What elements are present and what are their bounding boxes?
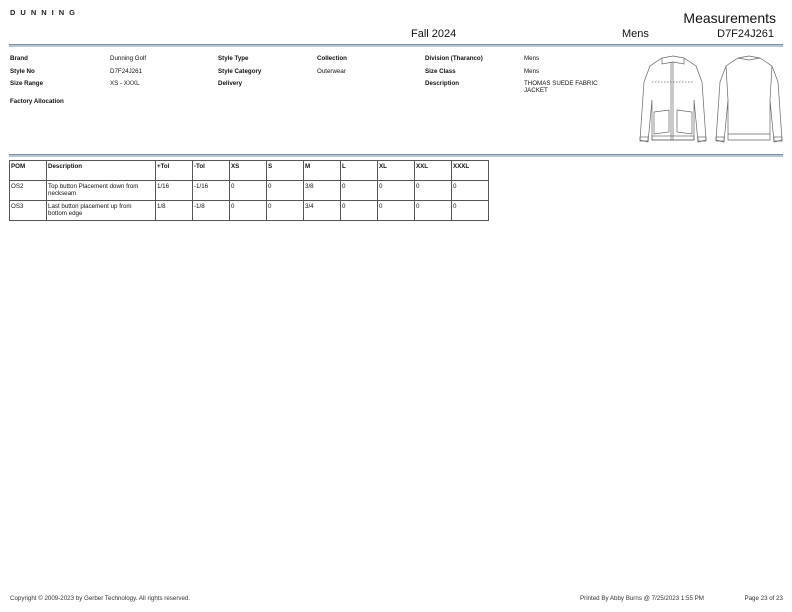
col-minus-tol: -Tol	[193, 161, 230, 181]
minus-tol: -1/16	[193, 181, 230, 201]
col-s: S	[267, 161, 304, 181]
style-number: D7F24J261	[717, 28, 774, 40]
size-xs: 0	[230, 181, 267, 201]
brand-value: Dunning Golf	[110, 55, 147, 62]
size-range-value: XS - XXXL	[110, 80, 140, 87]
pom-code: OS2	[10, 181, 47, 201]
size-xxl: 0	[415, 201, 452, 221]
size-xxxl: 0	[452, 201, 489, 221]
style-category-label: Style Category	[218, 68, 262, 75]
size-l: 0	[341, 181, 378, 201]
pom-description-line1: Last button placement up from	[48, 203, 132, 210]
copyright-notice: Copyright © 2009-2023 by Gerber Technology. All rights reserved.	[10, 595, 191, 602]
col-xxxl: XXXL	[452, 161, 489, 181]
size-xs: 0	[230, 201, 267, 221]
jacket-front-sketch	[636, 52, 710, 148]
size-xxl: 0	[415, 181, 452, 201]
division-label: Mens	[622, 28, 649, 40]
minus-tol: -1/8	[193, 201, 230, 221]
size-xl: 0	[378, 201, 415, 221]
size-xl: 0	[378, 181, 415, 201]
delivery-label: Delivery	[218, 80, 243, 87]
size-range-label: Size Range	[10, 80, 44, 87]
description-label: Description	[425, 80, 460, 87]
section-divider	[9, 154, 783, 157]
page-number: Page 23 of 23	[744, 595, 783, 602]
col-plus-tol: +Tol	[156, 161, 193, 181]
col-pom: POM	[10, 161, 47, 181]
col-xl: XL	[378, 161, 415, 181]
size-class-value: Mens	[524, 68, 540, 75]
plus-tol: 1/16	[156, 181, 193, 201]
col-l: L	[341, 161, 378, 181]
col-xxl: XXL	[415, 161, 452, 181]
pom-description	[47, 181, 156, 201]
size-xxxl: 0	[452, 181, 489, 201]
header-divider	[9, 44, 783, 47]
description-value-line2: JACKET	[524, 87, 548, 94]
style-no-label: Style No	[10, 68, 35, 75]
collection-label: Collection	[317, 55, 347, 62]
table-row	[10, 201, 489, 221]
style-type-label: Style Type	[218, 55, 249, 62]
col-description: Description	[47, 161, 156, 181]
printed-by: Printed By Abby Burns @ 7/25/2023 1:55 PM	[580, 595, 704, 602]
size-class-label: Size Class	[425, 68, 456, 75]
pom-code: OS3	[10, 201, 47, 221]
measurement-table	[9, 160, 489, 221]
division-field-label: Division (Tharanco)	[425, 55, 483, 62]
season-label: Fall 2024	[411, 28, 457, 40]
page-title: Measurements	[683, 10, 776, 26]
brand-label: Brand	[10, 55, 28, 62]
jacket-back-sketch	[712, 52, 786, 148]
size-m: 3/8	[304, 181, 341, 201]
pom-description	[47, 201, 156, 221]
factory-allocation-label: Factory Allocation	[10, 98, 64, 105]
collection-value: Outerwear	[317, 68, 346, 75]
size-s: 0	[267, 201, 304, 221]
size-m: 3/4	[304, 201, 341, 221]
size-l: 0	[341, 201, 378, 221]
style-no-value: D7F24J261	[110, 68, 142, 75]
division-field-value: Mens	[524, 55, 540, 62]
description-value-line1: THOMAS SUEDE FABRIC	[524, 80, 598, 87]
plus-tol: 1/8	[156, 201, 193, 221]
pom-description-line2: neckseam	[48, 190, 77, 197]
table-header-row	[10, 161, 489, 181]
table-row	[10, 181, 489, 201]
pom-description-line2: bottom edge	[48, 210, 83, 217]
brand-logo: DUNNING	[10, 8, 80, 17]
size-s: 0	[267, 181, 304, 201]
col-m: M	[304, 161, 341, 181]
pom-description-line1: Top button Placement down from	[48, 183, 139, 190]
col-xs: XS	[230, 161, 267, 181]
